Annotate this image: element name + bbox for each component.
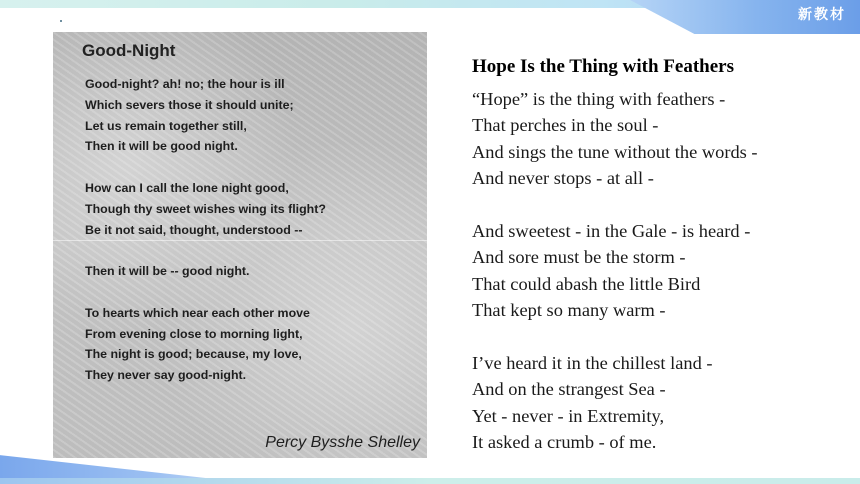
poem-left-author: Percy Bysshe Shelley [265,434,420,451]
poem-line: Which severs those it should unite; [85,97,294,112]
poem-line: Be it not said, thought, understood -- [85,222,303,237]
poem-line: Yet - never - in Extremity, [472,405,665,426]
stanza-gap [85,157,326,178]
stanza-gap [472,324,832,350]
poem-line: “Hope” is the thing with feathers - [472,89,726,109]
poem-line: And sings the tune without the words - [472,141,758,162]
poem-right-lines [472,86,832,455]
poem-line: That perches in the soul - [472,115,659,136]
poem-line: And never stops - at all - [472,168,654,189]
bottom-light-stripe [0,478,860,484]
poem-line: The night is good; because, my love, [85,347,302,362]
poem-line: From evening close to morning light, [85,326,303,341]
poem-line: And on the strangest Sea - [472,379,666,400]
hope-poem [472,54,832,455]
stanza-gap [85,240,326,261]
decorative-dot [60,20,62,22]
poem-line: It asked a crumb - of me. [472,432,657,453]
stanza-gap [85,282,326,303]
stanza-gap [472,192,832,218]
poem-line: I’ve heard it in the chillest land - [472,352,713,373]
poem-line: They never say good-night. [85,368,247,383]
bottom-decorative-band [0,450,860,484]
poem-line: How can I call the lone night good, [85,180,289,195]
poem-line: That kept so many warm - [472,300,666,321]
poem-line: That could abash the little Bird [472,273,701,294]
poem-line: Good-night? ah! no; the hour is ill [85,77,285,91]
poem-line: And sweetest - in the Gale - is heard - [472,220,751,241]
poem-line: And sore must be the storm - [472,247,686,268]
poem-right-title: Hope Is the Thing with Feathers [472,56,734,77]
poem-line: Then it will be -- good night. [85,264,250,279]
new-textbook-badge: 新教材 [798,7,846,23]
poem-line: Though thy sweet wishes wing its flight? [85,201,326,216]
poem-line: Let us remain together still, [85,118,247,133]
poem-line: Then it will be good night. [85,139,238,154]
top-decorative-band [0,0,860,34]
poem-left-title: Good-Night [82,41,176,60]
good-night-poem-image [53,32,427,458]
poem-left-lines [85,74,326,386]
poem-line: To hearts which near each other move [85,305,310,320]
